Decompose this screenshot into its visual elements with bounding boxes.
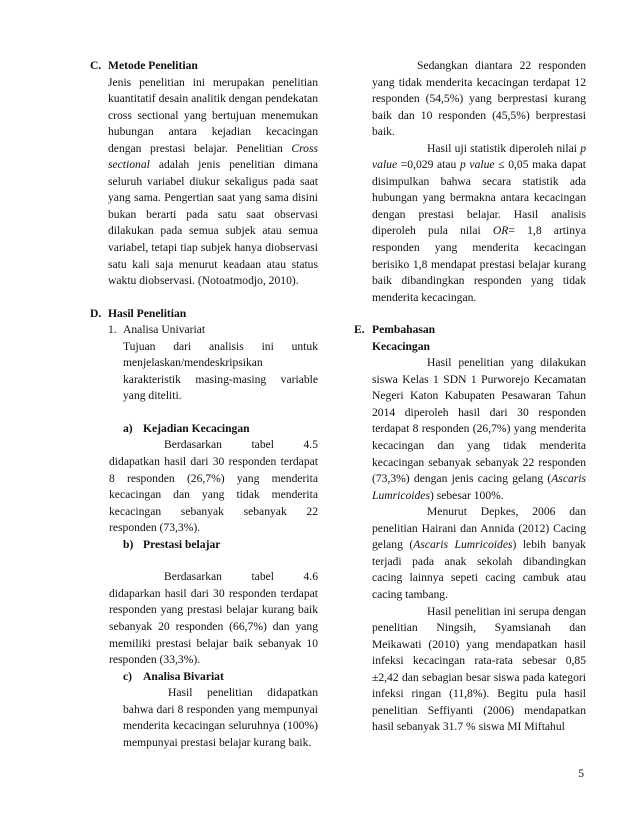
statistic-text-b: =0,029 atau	[397, 158, 460, 172]
method-paragraph	[108, 75, 318, 290]
section-c-label: C.	[90, 59, 102, 72]
discussion-1-italic: Ascaris Lumricoides	[372, 472, 586, 502]
subsection-univariate-title: Analisa Univariat	[123, 323, 206, 337]
discussion-1-text-b: ) sebesar 100%.	[429, 488, 504, 502]
section-e	[354, 322, 586, 339]
statistic-italic-2: p value	[459, 158, 495, 172]
statistic-text-a: Hasil uji statistik diperoleh nilai	[427, 141, 581, 155]
section-c-title: Metode Penelitian	[108, 59, 198, 72]
discussion-1-text-a: Hasil penelitian yang dilakukan siswa Kelas 1 SDN 1 Purworejo Kecamatan Negeri Katon Kabupaten Pesawaran Tahun 2014 diperoleh hasil dari 30 responden terdapat 8 responden (26,7%) yang menderita kecacingan dan yang tidak menderita kecacingan sebanyak sebanyak 22 responden (73,3%) dengan jenis cacing gelang (	[372, 356, 586, 486]
discussion-2-italic: Ascaris Lumricoides	[413, 538, 513, 552]
discussion-paragraph-3: Hasil penelitian ini serupa dengan penelitian Ningsih, Syamsianah dan Meikawati (2010) yang mendapatkan hasil infeksi kecacingan rata-rata sebesar 0,85 ±2,42 dan sebagian besar siswa pada kategori infeksi ringan (11,8%). Begitu pula hasil penelitian Seffiyanti (2006) mendapatkan hasil sebanyak 31.7 % siswa MI Miftahul	[372, 604, 586, 734]
method-text-1: Jenis penelitian ini merupakan penelitian kuantitatif desain analitik dengan pendekatan cross sectional yang bertujuan menemukan hubungan antara kejadian kecacingan dengan prestasi belajar. Penelitian	[108, 75, 318, 155]
item-b	[123, 537, 318, 554]
method-text-2: adalah jenis penelitian dimana seluruh variabel diukur sekaligus pada saat yang sama. Pengertian saat yang sama disini bukan berarti pada satu saat observasi dilakukan pada semua subjek atau semua variabel, tetapi tiap subjek hanya diobservasi satu kali saja menurut keadaan atau status waktu diobservasi. (Notoatmodjo, 2010).	[108, 158, 318, 288]
right-column	[354, 58, 586, 736]
item-c-paragraph: Hasil penelitian didapatkan bahwa dari 8 responden yang mempunyai menderita kecacingan seluruhnya (100%) mempunyai prestasi belajar kurang baik.	[123, 686, 318, 749]
discussion-2-text-a: Menurut Depkes, 2006 dan penelitian Hairani dan Annida (2012) Cacing gelang (	[372, 505, 586, 552]
left-column	[90, 58, 318, 751]
method-text-italic: Cross sectional	[108, 141, 318, 172]
section-e-subtitle: Kecacingan	[372, 339, 430, 353]
item-c-label: c)	[123, 669, 133, 683]
bivariate-paragraph-cont: Sedangkan diantara 22 responden yang tidak menderita kecacingan terdapat 12 responden (54,5%) yang berprestasi kurang baik dan 10 responden (45,5%) berprestasi baik.	[372, 59, 586, 139]
item-c-title: Analisa Bivariat	[143, 669, 224, 683]
subsection-univariate	[108, 322, 318, 339]
item-b-label: b)	[123, 537, 134, 551]
item-a-title: Kejadian Kecacingan	[143, 421, 250, 435]
page-number: 5	[578, 767, 584, 780]
statistic-italic-1: p value	[372, 141, 586, 172]
item-a	[123, 421, 318, 438]
discussion-paragraph-2	[372, 504, 586, 603]
section-e-title: Pembahasan	[372, 323, 436, 337]
item-a-label: a)	[123, 421, 133, 435]
item-c	[123, 669, 318, 686]
subsection-univariate-label: 1.	[108, 323, 117, 337]
statistic-paragraph	[372, 141, 586, 306]
item-b-paragraph: Berdasarkan tabel 4.6 didaparkan hasil dari 30 responden terdapat responden yang prestasi belajar kurang baik sebanyak 20 responden (66,7%) dan yang memiliki prestasi belajar baik sebanyak 10 responden (33,3%).	[109, 570, 318, 667]
discussion-2-text-b: ) lebih banyak terjadi pada anak sekolah dibandingkan cacing lainnya sepeti cacing cambuk atau cacing tambang.	[372, 538, 586, 601]
section-d	[90, 306, 318, 323]
section-d-title: Hasil Penelitian	[108, 306, 187, 320]
univariate-paragraph: Tujuan dari analisis ini untuk menjelaskan/mendeskripsikan karakteristik masing-masing variable yang diteliti.	[123, 339, 318, 403]
item-a-paragraph: Berdasarkan tabel 4.5 didapatkan hasil dari 30 responden terdapat 8 responden (26,7%) yang menderita kecacingan dan yang tidak menderita kecacingan sebanyak sebanyak 22 responden (73,3%).	[109, 438, 318, 535]
section-e-label: E.	[354, 323, 365, 337]
discussion-paragraph-1	[372, 355, 586, 504]
statistic-text-d: = 1,8 artinya responden yang menderita kecacingan berisiko 1,8 mendapat prestasi belajar kurang baik dibandingkan responden yang tidak menderita kecacingan.	[372, 224, 586, 304]
item-b-title: Prestasi belajar	[143, 537, 221, 551]
section-d-label: D.	[90, 306, 102, 320]
section-c	[90, 58, 318, 75]
statistic-text-c: ≤ 0,05 maka dapat disimpulkan bahwa secara statistik ada hubungan yang bermakna antara kecacingan dengan prestasi belajar. Hasil analisis diperoleh pula nilai	[372, 158, 586, 238]
statistic-italic-3: OR	[492, 224, 509, 238]
